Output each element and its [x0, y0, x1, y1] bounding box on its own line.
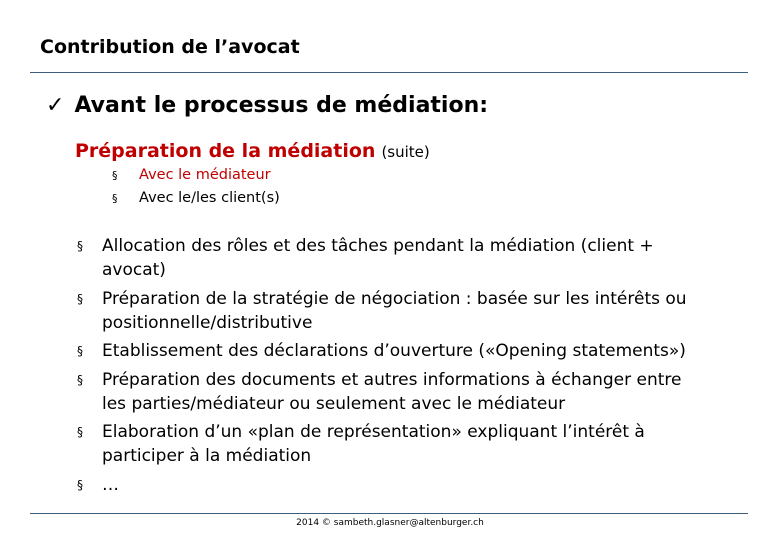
subheading-main: Préparation de la médiation — [75, 140, 376, 162]
bullet-icon: § — [77, 372, 83, 387]
list-item — [77, 339, 697, 363]
section-heading-text: Avant le processus de médiation: — [74, 93, 489, 118]
sub-bullet-list — [112, 164, 280, 210]
main-bullet-list — [77, 234, 697, 501]
list-item-text: Préparation des documents et autres informations à échanger entre les parties/médiateur ou seulement avec le médiateur — [102, 369, 682, 414]
slide-title: Contribution de l’avocat — [40, 36, 300, 58]
list-item — [77, 287, 697, 335]
bullet-icon: § — [112, 192, 118, 205]
list-item — [77, 420, 697, 468]
list-item-text: Avec le/les client(s) — [139, 190, 280, 206]
bullet-icon: § — [112, 169, 118, 182]
bullet-icon: § — [77, 291, 83, 306]
footer-divider — [30, 513, 748, 514]
list-item-text: … — [102, 474, 119, 495]
list-item — [77, 368, 697, 416]
list-item-text: Elaboration d’un «plan de représentation» expliquant l’intérêt à participer à la médiation — [102, 422, 645, 466]
bullet-icon: § — [77, 477, 83, 492]
list-item — [77, 473, 697, 497]
section-heading — [46, 93, 488, 118]
subheading — [75, 140, 430, 162]
list-item — [112, 187, 280, 210]
list-item — [77, 234, 697, 282]
bullet-icon: § — [77, 425, 83, 439]
title-divider — [30, 72, 748, 73]
list-item-text: Allocation des rôles et des tâches pendant la médiation (client + avocat) — [102, 236, 654, 280]
subheading-suffix: (suite) — [381, 143, 430, 161]
bullet-icon: § — [77, 239, 83, 253]
list-item-text: Avec le médiateur — [139, 167, 271, 183]
footer-credit: 2014 © sambeth.glasner@altenburger.ch — [296, 518, 484, 528]
checkmark-icon: ✓ — [46, 93, 65, 118]
list-item — [112, 164, 280, 187]
list-item-text: Etablissement des déclarations d’ouverture («Opening statements») — [102, 341, 686, 361]
bullet-icon: § — [77, 344, 83, 358]
list-item-text: Préparation de la stratégie de négociation : basée sur les intérêts ou positionnelle/distributive — [102, 288, 687, 333]
